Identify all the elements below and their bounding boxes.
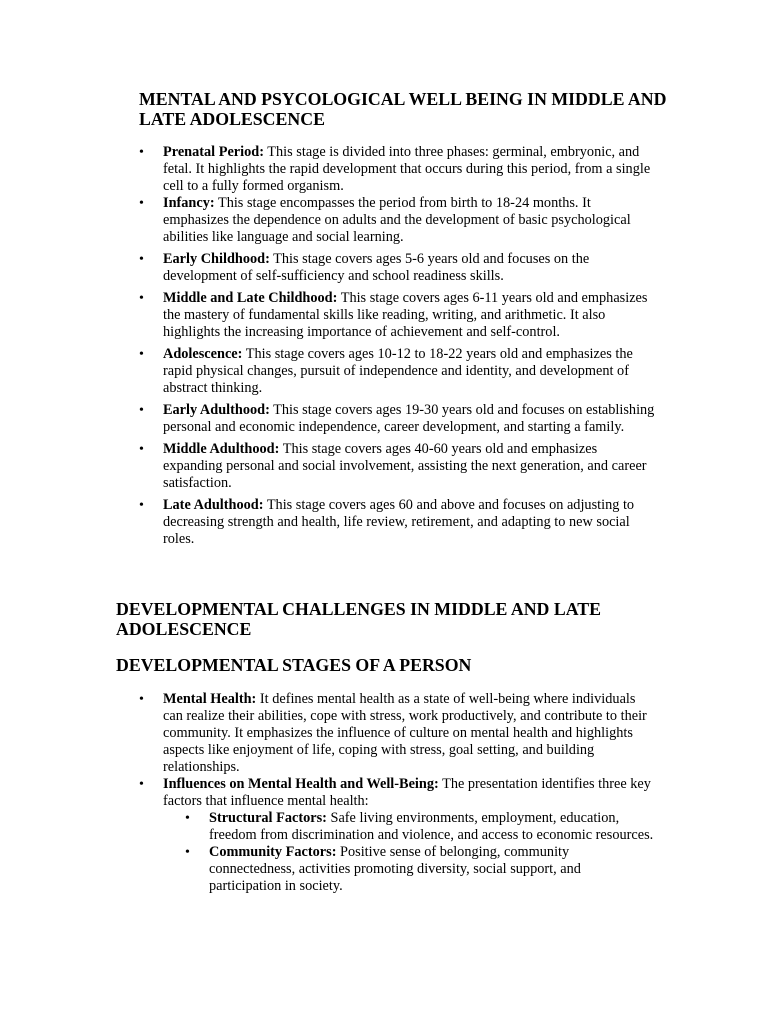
list-item-mental-health xyxy=(163,691,655,776)
list-item-structural-factors xyxy=(209,810,655,844)
list-item-early-adulthood xyxy=(163,402,655,436)
term-label: Early Adulthood: xyxy=(163,402,270,418)
term-description: This stage is divided into three phases: germinal, embryonic, and fetal. It highlights the rapid development that occurs during this period, from a single cell to a fully formed organism. xyxy=(163,144,651,194)
list-item-infancy xyxy=(163,195,655,246)
term-description: Safe living environments, employment, education, freedom from discrimination and violence, and access to economic resources. xyxy=(209,810,654,843)
life-stages-list xyxy=(163,144,655,553)
term-label: Infancy: xyxy=(163,195,215,211)
list-item-adolescence xyxy=(163,346,655,397)
list-item-middle-late-childhood xyxy=(163,290,655,341)
list-item-middle-adulthood xyxy=(163,441,655,492)
term-description: This stage encompasses the period from birth to 18-24 months. It emphasizes the dependence on adults and the development of basic psychological abilities like language and social learning. xyxy=(163,195,631,245)
term-description: This stage covers ages 60 and above and focuses on adjusting to decreasing strength and health, life review, retirement, and adapting to new social roles. xyxy=(163,497,635,547)
term-label: Mental Health: xyxy=(163,691,257,707)
term-label: Community Factors: xyxy=(209,844,337,860)
factors-list xyxy=(209,810,655,895)
term-description: This stage covers ages 6-11 years old and emphasizes the mastery of fundamental skills like reading, writing, and arithmetic. It also highlights the increasing importance of achievement and self-control. xyxy=(163,290,648,340)
mental-health-list xyxy=(163,691,655,895)
term-label: Early Childhood: xyxy=(163,251,270,267)
term-description: This stage covers ages 10-12 to 18-22 years old and emphasizes the rapid physical changes, pursuit of independence and identity, and development of abstract thinking. xyxy=(163,346,633,396)
list-item-influences xyxy=(163,776,655,895)
section-heading-challenges: DEVELOPMENTAL CHALLENGES IN MIDDLE AND LATE ADOLESCENCE xyxy=(116,599,601,639)
term-description: This stage covers ages 5-6 years old and focuses on the development of self-sufficiency and school readiness skills. xyxy=(163,251,590,284)
term-label: Prenatal Period: xyxy=(163,144,264,160)
list-item-community-factors xyxy=(209,844,655,895)
term-description: Positive sense of belonging, community connectedness, activities promoting diversity, social support, and participation in society. xyxy=(209,844,581,894)
term-description: It defines mental health as a state of well-being where individuals can realize their abilities, cope with stress, work productively, and contribute to their community. It emphasizes the influence of culture on mental health and highlights aspects like enjoyment of life, coping with stress, goal setting, and building relationships. xyxy=(163,691,647,775)
section-heading-stages: DEVELOPMENTAL STAGES OF A PERSON xyxy=(116,655,472,675)
term-description: This stage covers ages 19-30 years old and focuses on establishing personal and economic independence, career development, and starting a family. xyxy=(163,402,655,435)
list-item-late-adulthood xyxy=(163,497,655,548)
term-description: The presentation identifies three key factors that influence mental health: xyxy=(163,776,651,809)
term-label: Adolescence: xyxy=(163,346,243,362)
list-item-prenatal xyxy=(163,144,655,195)
list-item-early-childhood xyxy=(163,251,655,285)
term-label: Structural Factors: xyxy=(209,810,327,826)
term-description: This stage covers ages 40-60 years old and emphasizes expanding personal and social involvement, assisting the next generation, and career satisfaction. xyxy=(163,441,647,491)
document-title: MENTAL AND PSYCOLOGICAL WELL BEING IN MIDDLE AND LATE ADOLESCENCE xyxy=(139,89,667,129)
term-label: Late Adulthood: xyxy=(163,497,264,513)
term-label: Middle Adulthood: xyxy=(163,441,280,457)
term-label: Influences on Mental Health and Well-Being: xyxy=(163,776,439,792)
term-label: Middle and Late Childhood: xyxy=(163,290,338,306)
